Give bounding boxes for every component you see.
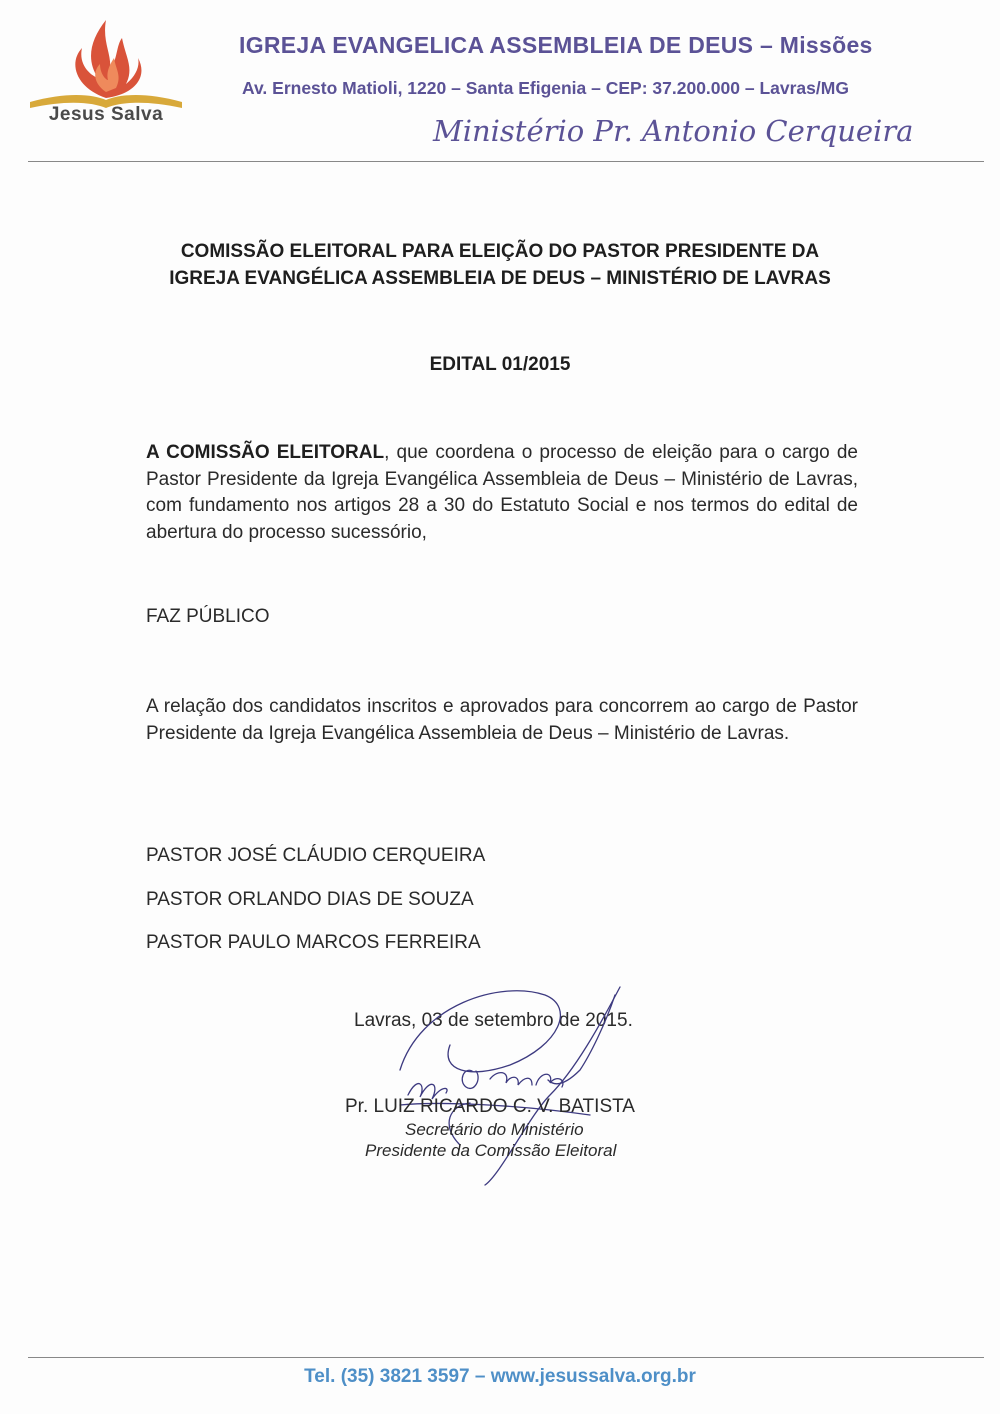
candidate-item: PASTOR ORLANDO DIAS DE SOUZA xyxy=(146,888,474,910)
document-heading xyxy=(100,238,900,292)
candidate-item: PASTOR PAULO MARCOS FERREIRA xyxy=(146,932,481,953)
heading-line-2: IGREJA EVANGÉLICA ASSEMBLEIA DE DEUS – MINISTÉRIO DE LAVRAS xyxy=(169,268,831,289)
header-divider xyxy=(28,161,984,162)
signer-role-president: Presidente da Comissão Eleitoral xyxy=(365,1141,617,1160)
signer-role-secretary: Secretário do Ministério xyxy=(405,1120,584,1139)
candidate-item: PASTOR JOSÉ CLÁUDIO CERQUEIRA xyxy=(146,845,486,866)
relation-paragraph: A relação dos candidatos inscritos e aprovados para concorrem ao cargo de Pastor Presidente da Igreja Evangélica Assembleia de Deus – Ministério de Lavras. xyxy=(146,696,858,744)
church-name: IGREJA EVANGELICA ASSEMBLEIA DE DEUS – Missões xyxy=(239,32,873,58)
footer-divider xyxy=(28,1357,984,1358)
heading-line-1: COMISSÃO ELEITORAL PARA ELEIÇÃO DO PASTOR PRESIDENTE DA xyxy=(180,241,820,262)
edital-number: EDITAL 01/2015 xyxy=(429,354,571,375)
candidate-list xyxy=(146,834,485,965)
intro-bold: A COMISSÃO ELEITORAL xyxy=(146,442,385,463)
intro-paragraph xyxy=(146,440,858,546)
flame-book-logo-icon xyxy=(26,18,186,108)
signer-name: Pr. LUIZ RICARDO C. V. BATISTA xyxy=(345,1096,635,1117)
faz-publico: FAZ PÚBLICO xyxy=(146,606,270,627)
church-logo xyxy=(26,18,186,130)
church-address: Av. Ernesto Matioli, 1220 – Santa Efigenia – CEP: 37.200.000 – Lavras/MG xyxy=(242,78,849,98)
logo-text: Jesus Salva xyxy=(48,104,164,125)
footer-contact: Tel. (35) 3821 3597 – www.jesussalva.org.br xyxy=(304,1366,696,1387)
ministry-name: Ministério Pr. Antonio Cerqueira xyxy=(433,114,914,148)
place-date: Lavras, 03 de setembro de 2015. xyxy=(354,1010,633,1031)
intro-text: , que coordena o processo de eleição para o cargo de Pastor Presidente da Igreja Evangélica Assembleia de Deus – Ministério de Lavras, com fundamento nos artigos 28 a 30 do Estatuto Social e nos termos do edital de abertura do processo sucessório, xyxy=(146,442,858,543)
